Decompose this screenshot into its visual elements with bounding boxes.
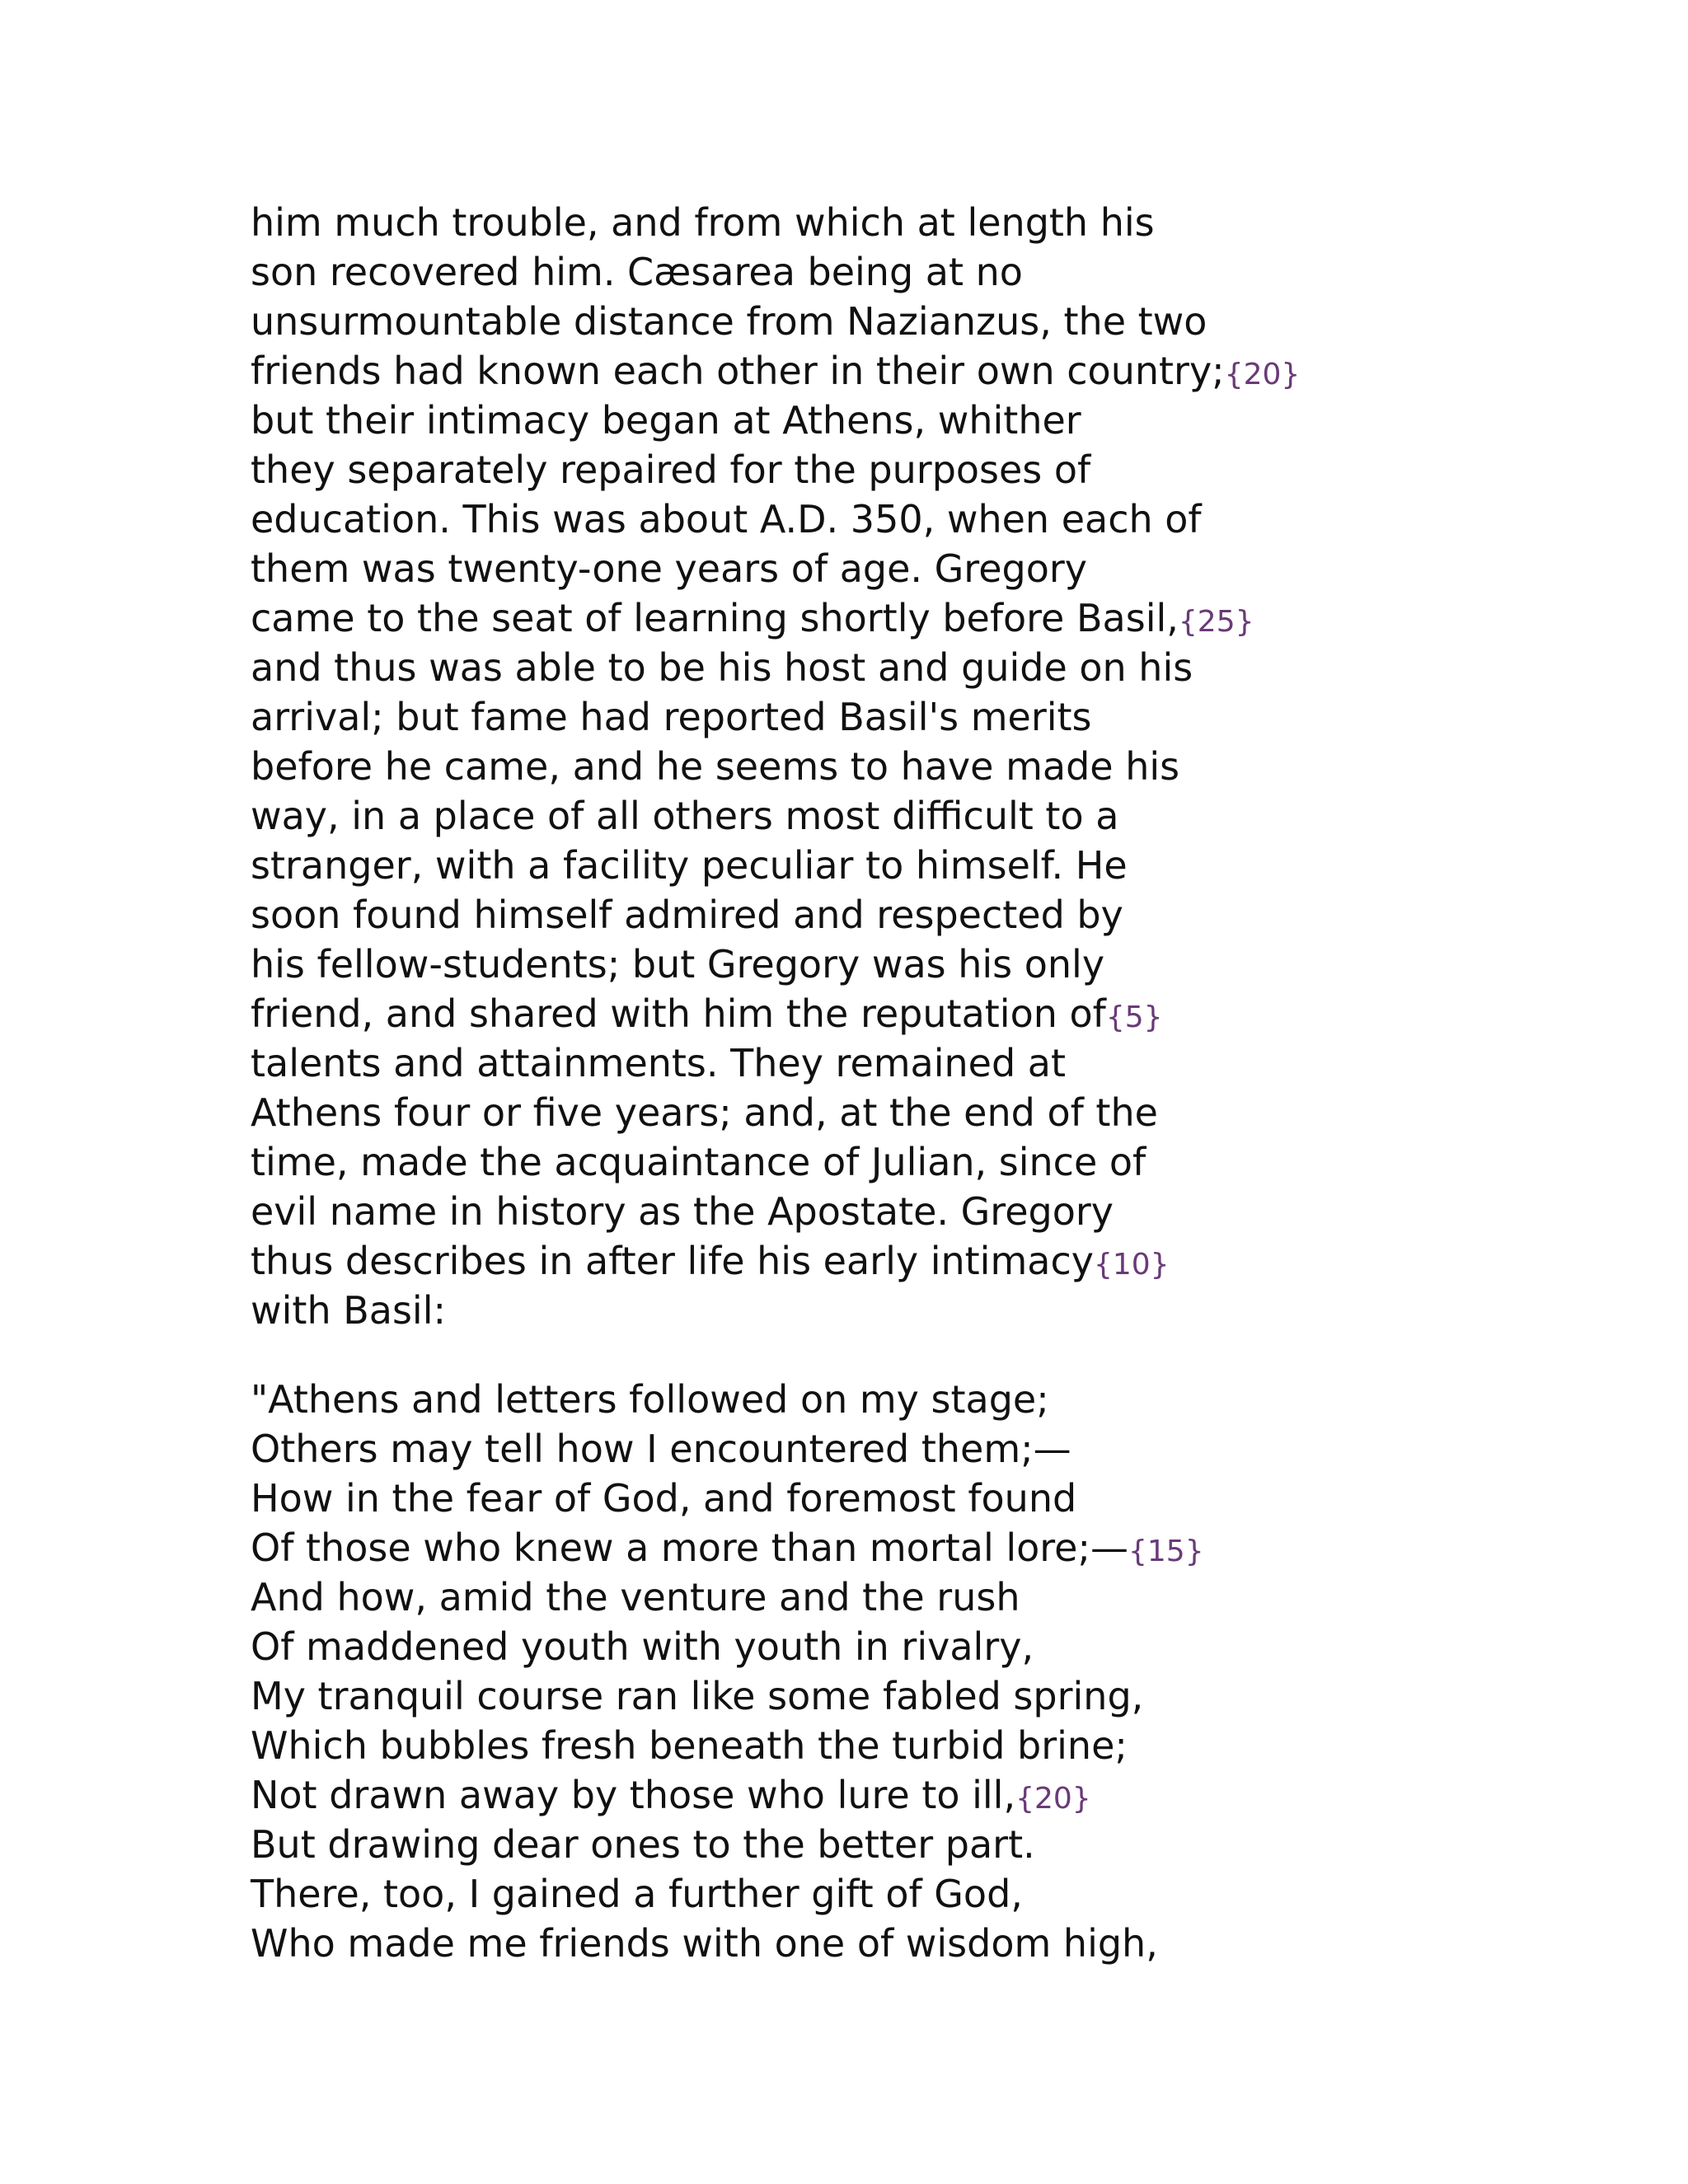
text-line: with Basil: <box>251 1288 446 1333</box>
poem-line: Not drawn away by those who lure to ill,{20} <box>251 1773 1091 1817</box>
document-page <box>251 198 1569 1968</box>
text-line: them was twenty-one years of age. Gregory <box>251 546 1087 591</box>
poem-line: And how, amid the venture and the rush <box>251 1575 1020 1619</box>
text-line: soon found himself admired and respected by <box>251 893 1123 937</box>
text-line: his fellow-students; but Gregory was his only <box>251 942 1105 987</box>
text-line: him much trouble, and from which at length his <box>251 200 1155 245</box>
text-line: they separately repaired for the purposes of <box>251 448 1091 492</box>
poem-stanza <box>251 1375 1569 1968</box>
line-number: {15} <box>1128 1535 1204 1568</box>
text-line: stranger, with a facility peculiar to himself. He <box>251 843 1128 888</box>
poem-line: Which bubbles fresh beneath the turbid brine; <box>251 1723 1128 1768</box>
line-number: {5} <box>1105 1001 1163 1034</box>
poem-line: How in the fear of God, and foremost found <box>251 1476 1077 1521</box>
poem-line: Of maddened youth with youth in rivalry, <box>251 1624 1034 1669</box>
text-line: before he came, and he seems to have made his <box>251 744 1180 789</box>
text-line: but their intimacy began at Athens, whither <box>251 398 1081 443</box>
line-number: {20} <box>1015 1782 1091 1816</box>
text-line: time, made the acquaintance of Julian, since of <box>251 1140 1146 1184</box>
text-line: came to the seat of learning shortly before Basil,{25} <box>251 596 1254 640</box>
poem-line: There, too, I gained a further gift of God, <box>251 1872 1023 1916</box>
text-line: and thus was able to be his host and guide on his <box>251 645 1193 690</box>
text-line: son recovered him. Cæsarea being at no <box>251 250 1023 294</box>
line-number: {10} <box>1093 1248 1170 1282</box>
poem-line: "Athens and letters followed on my stage; <box>251 1377 1049 1422</box>
text-line: education. This was about A.D. 350, when each of <box>251 497 1202 541</box>
text-line: talents and attainments. They remained at <box>251 1041 1067 1085</box>
line-number: {20} <box>1224 358 1301 391</box>
text-line: Athens four or five years; and, at the end of the <box>251 1090 1158 1135</box>
poem-line: Who made me friends with one of wisdom high, <box>251 1921 1158 1966</box>
text-line: friends had known each other in their own country;{20} <box>251 349 1301 393</box>
text-line: unsurmountable distance from Nazianzus, the two <box>251 299 1207 344</box>
poem-line: Others may tell how I encountered them;— <box>251 1427 1071 1471</box>
poem-line: Of those who knew a more than mortal lore;—{15} <box>251 1526 1204 1570</box>
line-number: {25} <box>1178 605 1254 639</box>
poem-line: My tranquil course ran like some fabled spring, <box>251 1674 1144 1718</box>
text-line: thus describes in after life his early intimacy{10} <box>251 1239 1170 1283</box>
prose-paragraph <box>251 198 1569 1335</box>
paragraph-gap <box>251 1335 1569 1375</box>
poem-line: But drawing dear ones to the better part. <box>251 1822 1035 1867</box>
text-line: friend, and shared with him the reputation of{5} <box>251 991 1163 1036</box>
text-line: arrival; but fame had reported Basil's merits <box>251 695 1092 739</box>
text-line: way, in a place of all others most difficult to a <box>251 794 1119 838</box>
text-line: evil name in history as the Apostate. Gregory <box>251 1189 1114 1234</box>
